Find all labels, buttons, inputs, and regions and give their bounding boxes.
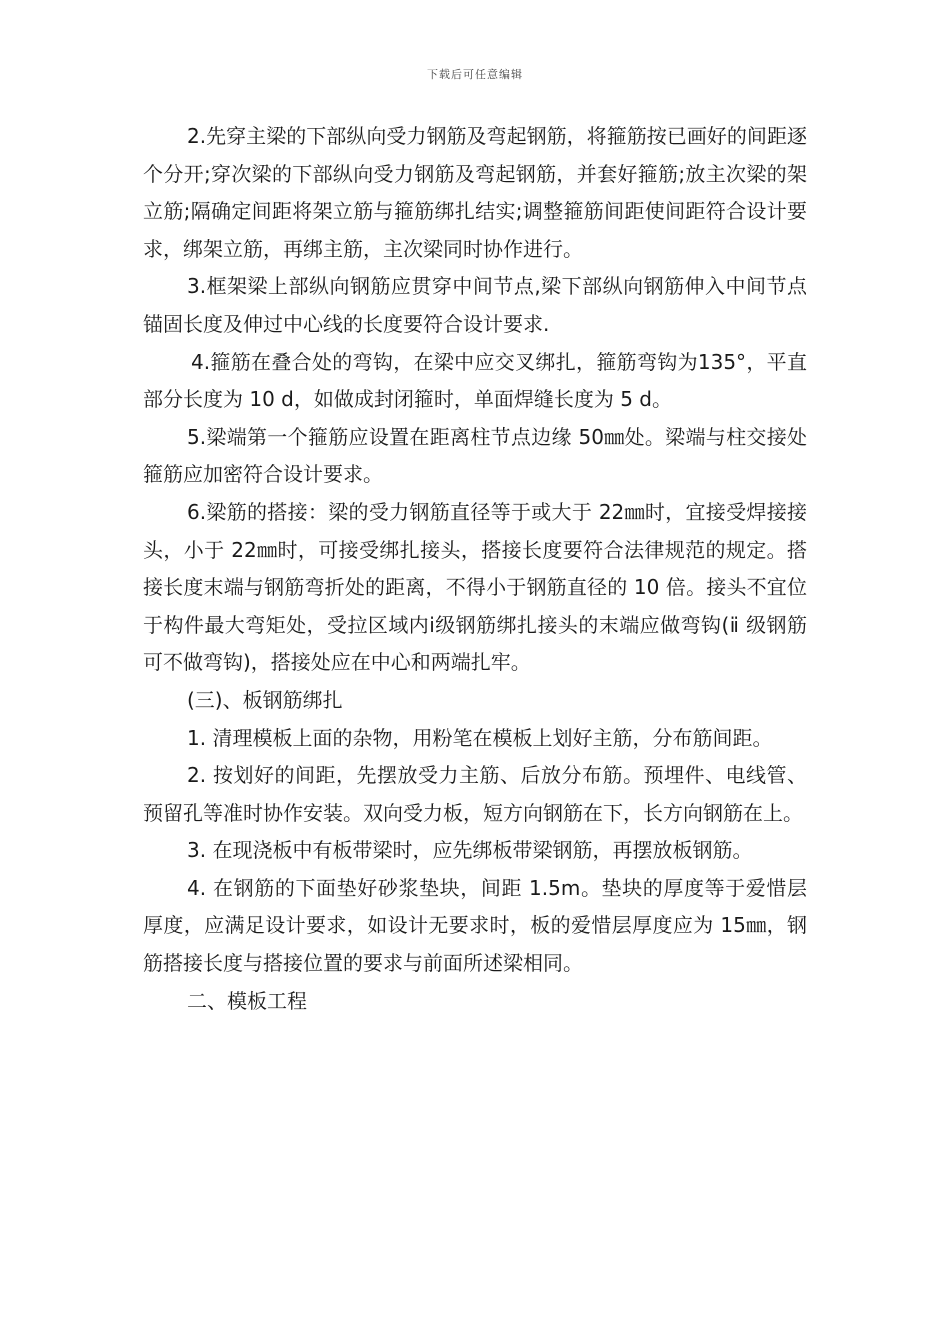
paragraph-slab-step-1: 1. 清理模板上面的杂物，用粉笔在模板上划好主筋，分布筋间距。: [187, 725, 773, 750]
paragraph-slab-step-3: 3. 在现浇板中有板带梁时，应先绑板带梁钢筋，再摆放板钢筋。: [187, 838, 753, 863]
paragraph-slab-step-2: 2. 按划好的间距，先摆放受力主筋、后放分布筋。预埋件、电线管、预留孔等准时协作安装。双向受力板，短方向钢筋在下，长方向钢筋在上。: [143, 763, 807, 825]
paragraph-beam-step-4: 4.箍筋在叠合处的弯钩，在梁中应交叉绑扎，箍筋弯钩为135°，平直部分长度为 10 d，如做成封闭箍时，单面焊缝长度为 5 d。: [143, 349, 807, 412]
document-body: [143, 118, 807, 1020]
paragraph-beam-step-6: 6.梁筋的搭接：梁的受力钢筋直径等于或大于 22㎜时，宜接受焊接接头，小于 22㎜时，可接受绑扎接头，搭接长度要符合法律规范的规定。搭接长度末端与钢筋弯折处的距离，不得小于钢筋直径的 10 倍。接头不宜位于构件最大弯矩处，受拉区域内ⅰ级钢筋绑扎接头的末端应做弯钩(ⅱ 级钢筋可不做弯钩)，搭接处应在中心和两端扎牢。: [143, 499, 807, 675]
section-heading-slab-rebar: (三)、板钢筋绑扎: [187, 687, 343, 712]
section-heading-formwork: 二、模板工程: [187, 988, 307, 1013]
paragraph-beam-step-5: 5.梁端第一个箍筋应设置在距离柱节点边缘 50㎜处。梁端与柱交接处箍筋应加密符合设计要求。: [143, 424, 807, 487]
paragraph-beam-step-3: 3.框架梁上部纵向钢筋应贯穿中间节点,梁下部纵向钢筋伸入中间节点锚固长度及伸过中心线的长度要符合设计要求.: [143, 274, 807, 336]
paragraph-slab-step-4: 4. 在钢筋的下面垫好砂浆垫块，间距 1.5m。垫块的厚度等于爱惜层厚度，应满足设计要求，如设计无要求时，板的爱惜层厚度应为 15㎜，钢筋搭接长度与搭接位置的要求与前面所述梁相同。: [143, 875, 807, 976]
header-note: 下载后可任意编辑: [427, 68, 523, 81]
paragraph-beam-step-2: 2.先穿主梁的下部纵向受力钢筋及弯起钢筋，将箍筋按已画好的间距逐个分开;穿次梁的下部纵向受力钢筋及弯起钢筋，并套好箍筋;放主次梁的架立筋;隔确定间距将架立筋与箍筋绑扎结实;调整箍筋间距使间距符合设计要求，绑架立筋，再绑主筋，主次梁同时协作进行。: [143, 124, 807, 261]
